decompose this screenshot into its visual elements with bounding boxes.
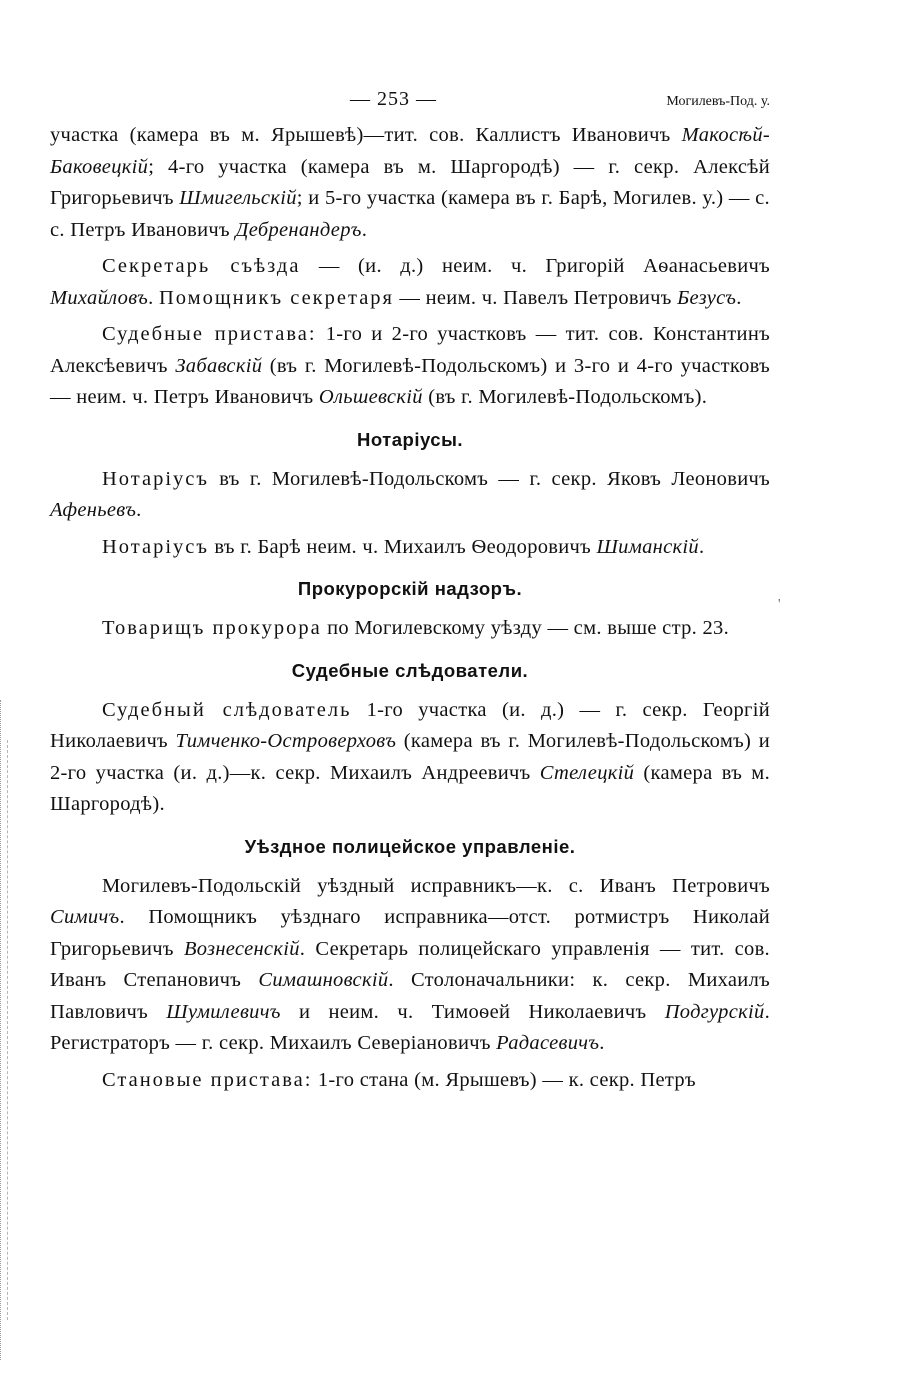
- text: по Могилевскому уѣзду — см. выше стр. 23.: [321, 617, 730, 639]
- text: .: [736, 286, 742, 309]
- text: (камера въ м. Шаргородѣ).: [50, 761, 771, 815]
- text: участка (камера въ м. Ярышевѣ)—тит. сов. Каллистъ Ивановичъ: [50, 124, 682, 146]
- section-heading-investigators: Судебные слѣдователи.: [291, 659, 529, 681]
- text: —отст. ротмистръ Николай Григорьевичъ: [50, 906, 770, 960]
- text: .: [299, 937, 316, 960]
- role-label: Могилевъ-Подольскій уѣздный исправникъ: [102, 874, 517, 897]
- section-heading-police: Уѣздное полицейское управленіе.: [244, 835, 576, 857]
- person-name: Макосѣй-Баковецкій: [50, 124, 770, 178]
- text: ; 4-го участка (камера въ м. Шаргородѣ) — г. секр. Алексѣй Григорьевичъ: [50, 155, 770, 209]
- role-label: Нотаріусъ: [102, 467, 209, 490]
- paragraph-stanovye: [50, 1065, 770, 1097]
- paragraph-continuation: [50, 120, 770, 246]
- paragraph-police: [50, 871, 770, 1060]
- person-name: Шумилевичъ: [166, 1000, 281, 1023]
- text: въ г. Могилевѣ-Подольскомъ — г. секр. Яковъ Леоновичъ: [209, 467, 770, 490]
- text: —к. с. Иванъ Петровичъ: [516, 874, 770, 897]
- text: (камера въ г. Могилевѣ-Подольскомъ) и 2-го участка (и. д.)—к. секр. Михаилъ Андреевичъ: [50, 730, 770, 784]
- text: — тит. сов. Иванъ Степановичъ: [50, 937, 770, 991]
- text: — г. секр. Михаилъ Северіановичъ: [170, 1032, 497, 1054]
- person-name: Симашновскій: [258, 969, 389, 991]
- person-name: Шиманскій: [596, 535, 699, 558]
- person-name: Дебренандеръ: [235, 218, 362, 241]
- person-name: Радасевичъ: [496, 1032, 600, 1054]
- role-label: Судебные пристава:: [102, 323, 317, 345]
- text: .: [698, 535, 705, 558]
- text: .: [361, 218, 368, 241]
- person-name: Вознесенскій: [183, 937, 300, 960]
- role-label: Помощникъ уѣзднаго исправника: [148, 906, 488, 928]
- role-label: Столоначальники:: [410, 969, 576, 991]
- text: .: [599, 1032, 605, 1054]
- text: 1-го стана (м. Ярышевъ) — к. секр. Петръ: [312, 1068, 696, 1091]
- person-name: Афеньевъ: [50, 499, 137, 521]
- person-name: Подгурскій: [664, 1000, 765, 1023]
- text: (въ г. Могилевѣ-Подольскомъ).: [422, 386, 708, 408]
- paragraph-bailiffs: [50, 319, 770, 414]
- text: к. секр. Михаилъ Павловичъ: [50, 969, 770, 1023]
- running-title: Могилевъ-Под. у.: [666, 94, 770, 109]
- section-heading-notaries: Нотаріусы.: [356, 428, 464, 450]
- person-name: Безусъ: [677, 286, 737, 309]
- document-page: [50, 86, 770, 1096]
- running-head: [50, 86, 770, 120]
- paragraph-investigators: [50, 695, 770, 821]
- role-label: Секретарь съѣзда: [102, 255, 301, 277]
- person-name: Тимченко-Островерховъ: [175, 730, 397, 752]
- paragraph-secretary: [50, 251, 770, 314]
- text: (въ г. Могилевѣ-Подольскомъ) и 3-го и 4-го участковъ — неим. ч. Петръ Ивановичъ: [50, 354, 770, 408]
- text: — неим. ч. Павелъ Петровичъ: [393, 286, 678, 309]
- text: ; и 5-го участка (камера въ г. Барѣ, Могилев. у.) — с. с. Петръ Ивановичъ: [50, 187, 770, 241]
- person-name: Михайловъ: [50, 286, 149, 309]
- text: 1-го и 2-го участковъ — тит. сов. Константинъ Алексѣевичъ: [50, 323, 770, 377]
- role-label: Регистраторъ: [50, 1032, 171, 1054]
- role-label: Становые пристава:: [102, 1068, 313, 1091]
- role-label: Секретарь полицейскаго управленія: [315, 937, 650, 960]
- page-number: — 253 —: [350, 88, 437, 111]
- scan-edge-marks: [0, 700, 31, 1360]
- text: .: [119, 906, 149, 928]
- paragraph-notary-2: [50, 532, 770, 564]
- role-label: Нотаріусъ: [102, 535, 209, 558]
- text: въ г. Барѣ неим. ч. Михаилъ Ѳеодоровичъ: [209, 535, 597, 558]
- stray-mark: ': [778, 597, 781, 612]
- text: — (и. д.) неим. ч. Григорій Аѳанасьевичъ: [300, 255, 771, 277]
- text: 1-го участка (и. д.) — г. секр. Георгій Николаевичъ: [50, 698, 770, 752]
- paragraph-prosecutor: [50, 613, 770, 645]
- role-label: Судебный слѣдователь: [102, 698, 352, 721]
- text: .: [764, 1000, 770, 1023]
- paragraph-notary-1: [50, 464, 770, 527]
- text: и неим. ч. Тимоѳей Николаевичъ: [280, 1000, 665, 1023]
- text: .: [388, 969, 411, 991]
- person-name: Шмигельскій: [179, 187, 297, 209]
- section-heading-prosecutor: Прокурорскій надзоръ.: [297, 578, 523, 599]
- person-name: Стелецкій: [539, 761, 635, 784]
- person-name: Симичъ: [50, 906, 120, 928]
- person-name: Забавскій: [175, 354, 263, 377]
- role-label: Товарищъ прокурора: [102, 617, 322, 639]
- role-label: Помощникъ секретаря: [158, 286, 394, 309]
- text: .: [148, 286, 159, 309]
- person-name: Ольшевскій: [318, 386, 423, 408]
- text: .: [136, 499, 142, 521]
